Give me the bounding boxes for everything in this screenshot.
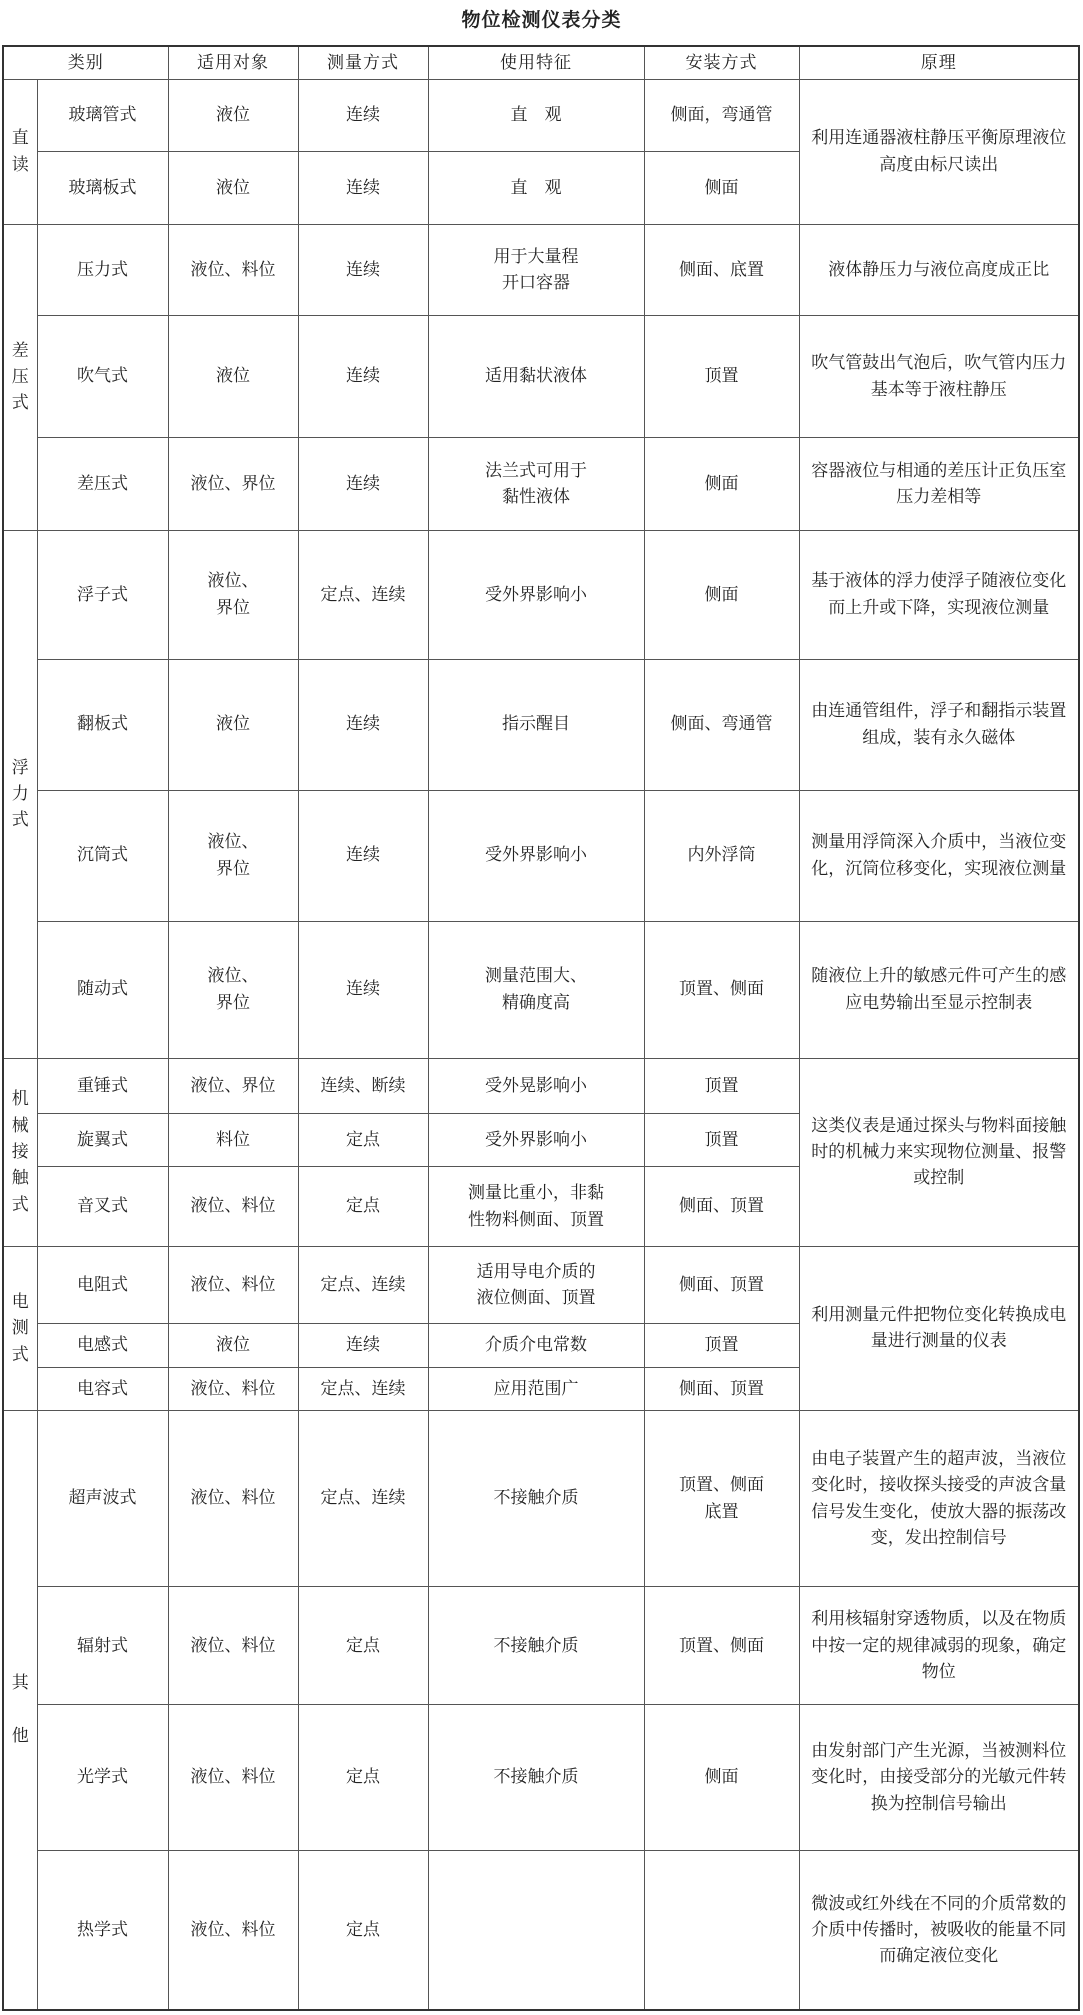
- install-cell: 侧面、弯通管: [644, 659, 799, 790]
- type-cell: 浮子式: [37, 530, 168, 659]
- principle-cell: 微波或红外线在不同的介质常数的介质中传播时，被吸收的能量不同而确定液位变化: [799, 1851, 1079, 2010]
- mode-cell: 连续: [298, 224, 428, 316]
- install-cell: 侧面: [644, 152, 799, 225]
- mode-cell: 连续: [298, 1324, 428, 1367]
- install-cell: 侧面: [644, 1705, 799, 1851]
- mode-cell: 定点: [298, 1113, 428, 1166]
- principle-cell: 利用核辐射穿透物质，以及在物质中按一定的规律减弱的现象，确定物位: [799, 1587, 1079, 1705]
- group-label: 差压式: [3, 224, 37, 530]
- type-cell: 玻璃板式: [37, 152, 168, 225]
- principle-cell: 吹气管鼓出气泡后，吹气管内压力基本等于液柱静压: [799, 316, 1079, 438]
- install-cell: 侧面、底置: [644, 224, 799, 316]
- principle-cell: 基于液体的浮力使浮子随液位变化而上升或下降，实现液位测量: [799, 530, 1079, 659]
- mode-cell: 定点: [298, 1705, 428, 1851]
- table-row: [3, 530, 1079, 659]
- mode-cell: 连续: [298, 152, 428, 225]
- object-cell: 液位、料位: [168, 1851, 298, 2010]
- principle-cell: 利用连通器液柱静压平衡原理液位高度由标尺读出: [799, 79, 1079, 224]
- type-cell: 随动式: [37, 921, 168, 1058]
- group-label: 其 他: [3, 1411, 37, 2010]
- object-cell: 液位: [168, 79, 298, 152]
- type-cell: 玻璃管式: [37, 79, 168, 152]
- install-cell: 顶置、侧面: [644, 1587, 799, 1705]
- group-label: 浮力式: [3, 530, 37, 1058]
- feature-cell: 用于大量程 开口容器: [428, 224, 644, 316]
- install-cell: 顶置: [644, 316, 799, 438]
- table-row: [3, 224, 1079, 316]
- object-cell: 液位、料位: [168, 1167, 298, 1247]
- feature-cell: 指示醒目: [428, 659, 644, 790]
- mode-cell: 连续: [298, 790, 428, 921]
- object-cell: 料位: [168, 1113, 298, 1166]
- table-row: [3, 921, 1079, 1058]
- feature-cell: 受外界影响小: [428, 1113, 644, 1166]
- mode-cell: 定点: [298, 1167, 428, 1247]
- mode-cell: 定点、连续: [298, 1246, 428, 1324]
- install-cell: [644, 1851, 799, 2010]
- feature-cell: 不接触介质: [428, 1411, 644, 1587]
- header-feature: 使用特征: [428, 46, 644, 79]
- object-cell: 液位、 界位: [168, 921, 298, 1058]
- object-cell: 液位: [168, 152, 298, 225]
- principle-cell: 利用测量元件把物位变化转换成电量进行测量的仪表: [799, 1246, 1079, 1410]
- principle-cell: 液体静压力与液位高度成正比: [799, 224, 1079, 316]
- object-cell: 液位、料位: [168, 1587, 298, 1705]
- type-cell: 电感式: [37, 1324, 168, 1367]
- mode-cell: 连续: [298, 79, 428, 152]
- feature-cell: 直 观: [428, 152, 644, 225]
- type-cell: 差压式: [37, 438, 168, 531]
- type-cell: 辐射式: [37, 1587, 168, 1705]
- install-cell: 顶置: [644, 1324, 799, 1367]
- install-cell: 侧面、顶置: [644, 1167, 799, 1247]
- principle-cell: 这类仪表是通过探头与物料面接触时的机械力来实现物位测量、报警或控制: [799, 1058, 1079, 1246]
- mode-cell: 连续: [298, 316, 428, 438]
- group-label: 机械接触式: [3, 1058, 37, 1246]
- object-cell: 液位: [168, 1324, 298, 1367]
- mode-cell: 连续、断续: [298, 1058, 428, 1113]
- type-cell: 吹气式: [37, 316, 168, 438]
- mode-cell: 连续: [298, 659, 428, 790]
- mode-cell: 连续: [298, 438, 428, 531]
- object-cell: 液位、界位: [168, 1058, 298, 1113]
- page-title: 物位检测仪表分类: [461, 9, 622, 31]
- table-row: [3, 79, 1079, 152]
- object-cell: 液位、料位: [168, 1246, 298, 1324]
- feature-cell: 测量范围大、 精确度高: [428, 921, 644, 1058]
- header-row: [3, 46, 1079, 79]
- type-cell: 热学式: [37, 1851, 168, 2010]
- principle-cell: 由发射部门产生光源，当被测料位变化时，由接受部分的光敏元件转换为控制信号输出: [799, 1705, 1079, 1851]
- type-cell: 音叉式: [37, 1167, 168, 1247]
- object-cell: 液位、料位: [168, 1367, 298, 1410]
- object-cell: 液位、料位: [168, 1705, 298, 1851]
- mode-cell: 定点、连续: [298, 1367, 428, 1410]
- type-cell: 电阻式: [37, 1246, 168, 1324]
- object-cell: 液位: [168, 316, 298, 438]
- type-cell: 超声波式: [37, 1411, 168, 1587]
- mode-cell: 定点、连续: [298, 1411, 428, 1587]
- object-cell: 液位、料位: [168, 224, 298, 316]
- principle-cell: 测量用浮筒深入介质中，当液位变化，沉筒位移变化，实现液位测量: [799, 790, 1079, 921]
- principle-cell: 由电子装置产生的超声波，当液位变化时，接收探头接受的声波含量信号发生变化，使放大器的振荡改变，发出控制信号: [799, 1411, 1079, 1587]
- group-label: 电测式: [3, 1246, 37, 1410]
- feature-cell: 适用导电介质的 液位侧面、顶置: [428, 1246, 644, 1324]
- table-row: [3, 1411, 1079, 1587]
- install-cell: 顶置: [644, 1113, 799, 1166]
- install-cell: 侧面，弯通管: [644, 79, 799, 152]
- principle-cell: 随液位上升的敏感元件可产生的感应电势输出至显示控制表: [799, 921, 1079, 1058]
- header-principle: 原理: [799, 46, 1079, 79]
- header-install: 安装方式: [644, 46, 799, 79]
- type-cell: 翻板式: [37, 659, 168, 790]
- feature-cell: 不接触介质: [428, 1705, 644, 1851]
- install-cell: 顶置、侧面: [644, 921, 799, 1058]
- install-cell: 顶置: [644, 1058, 799, 1113]
- install-cell: 顶置、侧面 底置: [644, 1411, 799, 1587]
- install-cell: 侧面、顶置: [644, 1246, 799, 1324]
- mode-cell: 定点: [298, 1587, 428, 1705]
- table-row: [3, 1851, 1079, 2010]
- feature-cell: 受外界影响小: [428, 790, 644, 921]
- principle-cell: 容器液位与相通的差压计正负压室压力差相等: [799, 438, 1079, 531]
- install-cell: 侧面: [644, 530, 799, 659]
- type-cell: 重锤式: [37, 1058, 168, 1113]
- feature-cell: 测量比重小，非黏 性物料侧面、顶置: [428, 1167, 644, 1247]
- header-category: 类别: [3, 46, 168, 79]
- classification-table: [2, 45, 1080, 2011]
- group-label: 直读: [3, 79, 37, 224]
- object-cell: 液位、 界位: [168, 790, 298, 921]
- table-row: [3, 316, 1079, 438]
- feature-cell: 直 观: [428, 79, 644, 152]
- feature-cell: 不接触介质: [428, 1587, 644, 1705]
- feature-cell: 受外界影响小: [428, 530, 644, 659]
- feature-cell: 法兰式可用于 黏性液体: [428, 438, 644, 531]
- table-row: [3, 1587, 1079, 1705]
- install-cell: 内外浮筒: [644, 790, 799, 921]
- principle-cell: 由连通管组件，浮子和翻指示装置组成，装有永久磁体: [799, 659, 1079, 790]
- type-cell: 电容式: [37, 1367, 168, 1410]
- type-cell: 旋翼式: [37, 1113, 168, 1166]
- table-row: [3, 1058, 1079, 1113]
- table-row: [3, 1705, 1079, 1851]
- table-row: [3, 1246, 1079, 1324]
- mode-cell: 定点: [298, 1851, 428, 2010]
- table-row: [3, 659, 1079, 790]
- feature-cell: [428, 1851, 644, 2010]
- table-row: [3, 438, 1079, 531]
- header-object: 适用对象: [168, 46, 298, 79]
- mode-cell: 连续: [298, 921, 428, 1058]
- type-cell: 光学式: [37, 1705, 168, 1851]
- object-cell: 液位、料位: [168, 1411, 298, 1587]
- install-cell: 侧面: [644, 438, 799, 531]
- feature-cell: 应用范围广: [428, 1367, 644, 1410]
- feature-cell: 介质介电常数: [428, 1324, 644, 1367]
- object-cell: 液位、界位: [168, 438, 298, 531]
- feature-cell: 受外晃影响小: [428, 1058, 644, 1113]
- type-cell: 沉筒式: [37, 790, 168, 921]
- header-mode: 测量方式: [298, 46, 428, 79]
- install-cell: 侧面、顶置: [644, 1367, 799, 1410]
- feature-cell: 适用黏状液体: [428, 316, 644, 438]
- table-row: [3, 790, 1079, 921]
- object-cell: 液位、 界位: [168, 530, 298, 659]
- mode-cell: 定点、连续: [298, 530, 428, 659]
- type-cell: 压力式: [37, 224, 168, 316]
- object-cell: 液位: [168, 659, 298, 790]
